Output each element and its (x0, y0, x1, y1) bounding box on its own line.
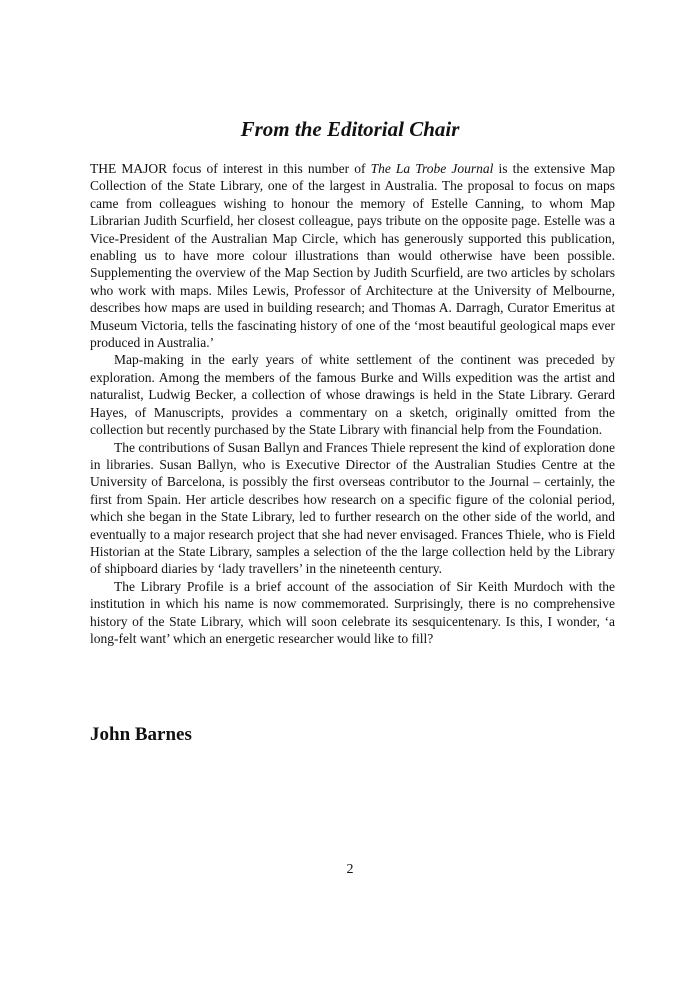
author-signature: John Barnes (90, 724, 192, 745)
paragraph-1 (90, 160, 615, 351)
article-body (90, 160, 615, 647)
journal-name: The La Trobe Journal (370, 161, 494, 176)
paragraph-2: Map-making in the early years of white settlement of the continent was preceded by exploration. Among the members of the famous Burke and Wills expedition was the artist and naturalist, Ludwig Becker, a collection of whose drawings is held in the State Library. Gerard Hayes, of Manuscripts, provides a commentary on a sketch, originally omitted from the collection but recently purchased by the State Library with financial help from the Foundation. (90, 352, 615, 438)
paragraph-1-intro: THE MAJOR focus of interest in this number of (90, 161, 371, 176)
article-title: From the Editorial Chair (240, 117, 460, 141)
paragraph-1-rest: is the extensive Map Collection of the State Library, one of the largest in Australia. The proposal to focus on maps came from colleagues wishing to honour the memory of Estelle Canning, to whom Map Librarian Judith Scurfield, her closest colleague, pays tribute on the opposite page. Estelle was a Vice-President of the Australian Map Circle, which has generously supported this publication, enabling us to have more colour illustrations than would otherwise have been possible. Supplementing the overview of the Map Section by Judith Scurfield, are two articles by scholars who work with maps. Miles Lewis, Professor of Architecture at the University of Melbourne, describes how maps are used in building research; and Thomas A. Darragh, Curator Emeritus at Museum Victoria, tells the fascinating history of one of the ‘most beautiful geological maps ever produced in Australia.’ (90, 161, 615, 351)
paragraph-3: The contributions of Susan Ballyn and Frances Thiele represent the kind of exploration done in libraries. Susan Ballyn, who is Executive Director of the Australian Studies Centre at the University of Barcelona, is possibly the first overseas contributor to the Journal – certainly, the first from Spain. Her article describes how research on a specific figure of the colonial period, which she began in the State Library, led to further research on the other side of the world, and eventually to a major research project that she had never envisaged. Frances Thiele, who is Field Historian at the State Library, samples a selection of the the large collection held by the Library of shipboard diaries by ‘lady travellers’ in the nineteenth century. (90, 439, 615, 577)
page-number: 2 (346, 862, 354, 877)
paragraph-4: The Library Profile is a brief account of the association of Sir Keith Murdoch with the institution in which his name is now commemorated. Surprisingly, there is no comprehensive history of the State Library, which will soon celebrate its sesquicentenary. Is this, I wonder, ‘a long-felt want’ which an energetic researcher would like to fill? (90, 578, 615, 646)
